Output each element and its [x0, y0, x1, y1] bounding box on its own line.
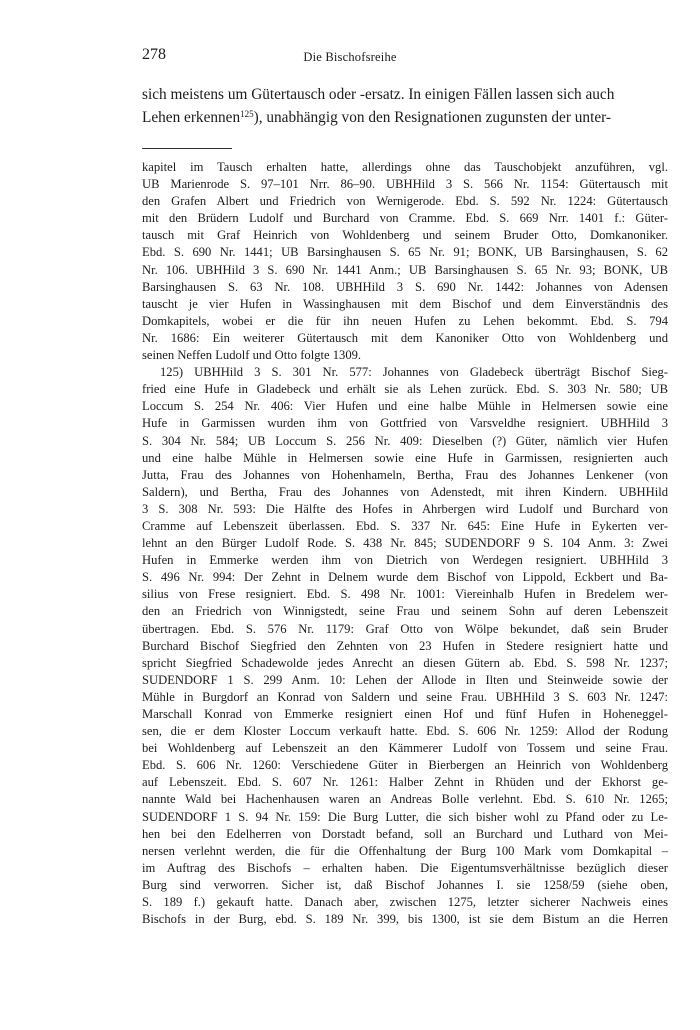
footnote-line: Loccum S. 254 Nr. 406: Vier Hufen und eine halbe Mühle in Helmersen sowie eine: [142, 399, 668, 414]
footnote-line: S. 304 Nr. 584; UB Loccum S. 256 Nr. 409: Dieselben (?) Güter, nämlich vier Hufen: [142, 433, 668, 448]
footnote-line: S. 189 f.) gekauft hatte. Danach aber, zwischen 1275, letzter sicherer Nachweis eines: [142, 895, 668, 910]
footnote-line: UB Marienrode S. 97–101 Nrr. 86–90. UBHHild 3 S. 566 Nr. 1154: Gütertausch mit: [142, 177, 668, 192]
footnote-line: tausch mit Graf Heinrich von Wohldenberg und seinem Bruder Otto, Domkanoniker.: [142, 228, 668, 243]
footnote-line: Ebd. S. 690 Nr. 1441; UB Barsinghausen S. 65 Nr. 91; BONK, UB Barsinghausen, S. 62: [142, 245, 668, 260]
footnote-line: spricht Siegfried Schadewolde jedes Anrecht an diesen Gütern ab. Ebd. S. 598 Nr. 1237;: [142, 655, 668, 670]
footnote-line: hen bei den Edelherren von Dorstadt befand, soll an Burchard und Luthard von Mei-: [142, 826, 668, 841]
footnote-line: Barsinghausen S. 63 Nr. 108. UBHHild 3 S. 690 Nr. 1442: Johannes von Adensen: [142, 279, 668, 294]
footnote-line: Hufe in Garmissen wurden ihm von Gottfried von Varsveldhe resigniert. UBHHild 3: [142, 416, 668, 431]
footnote-line: silius von Frese resigniert. Ebd. S. 498 Nr. 1001: Viereinhalb Hufen in Bredelem wer-: [142, 587, 668, 602]
footnote-line: Cramme auf Lebenszeit überlassen. Ebd. S. 337 Nr. 645: Eine Hufe in Eykerten ver-: [142, 518, 668, 533]
footnote-line: Nr. 1686: Ein weiterer Gütertausch mit dem Kanoniker Otto von Wohldenberg und: [142, 330, 668, 345]
main-text-line: [142, 106, 668, 129]
footnote-line: im Auftrag des Bischofs – erhalten haben. Die Eigentumsverhältnisse bezüglich dieser: [142, 860, 668, 875]
footnote-line: Saldern), und Bertha, Frau des Johannes von Adenstedt, mit ihren Kindern. UBHHild: [142, 484, 668, 499]
main-text-line: sich meistens um Gütertausch oder -ersatz. In einigen Fällen lassen sich auch: [142, 86, 615, 103]
footnote-line: den an Friedrich von Winnigstedt, seine Frau und seinem Sohn auf deren Lebenszeit: [142, 604, 668, 619]
footnote-line: den Grafen Albert und Friedrich von Wernigerode. Ebd. S. 592 Nr. 1224: Gütertausch: [142, 194, 668, 209]
footnote-line: Burg sind verworren. Sicher ist, daß Bischof Johannes I. sie 1258/59 (siehe oben,: [142, 877, 668, 892]
footnote-line: Burchard Bischof Siegfried den Zehnten von 23 Hufen in Stedere resigniert hatte und: [142, 638, 668, 653]
footnote-line: Marschall Konrad von Emmerke resigniert einen Hof und fünf Hufen in Hoheneggel-: [142, 707, 668, 721]
footnote-line: sen, die er dem Kloster Loccum verkauft hatte. Ebd. S. 606 Nr. 1259: Allod der Rodung: [142, 724, 668, 739]
footnote-line: übertragen. Ebd. S. 576 Nr. 1179: Graf Otto von Wölpe bekundet, daß sein Bruder: [142, 621, 668, 636]
main-text-fragment: Lehen erkennen: [142, 109, 241, 126]
footnote-line: Bischofs in der Burg, ebd. S. 189 Nr. 399, bis 1300, ist sie dem Bistum an die Herren: [142, 912, 668, 927]
footnote-line: und eine halbe Mühle in Helmersen sowie eine Hufe in Garmissen, resignierten auch: [142, 450, 668, 465]
footnote-line: nersen verlehnt werden, die für die Offenhaltung der Burg 100 Mark vom Domkapital –: [142, 843, 668, 858]
footnote-line: seinen Neffen Ludolf und Otto folgte 1309.: [142, 348, 362, 363]
main-text: [142, 83, 668, 129]
footnote-line: bei Wohldenberg auf Lebenszeit an den Kämmerer Ludolf von Tossem und seine Frau.: [142, 741, 668, 756]
footnote-line: 125) UBHHild 3 S. 301 Nr. 577: Johannes von Gladebeck überträgt Bischof Sieg-: [160, 365, 668, 380]
footnote-line: Ebd. S. 606 Nr. 1260: Verschiedene Güter in Bierbergen an Heinrich von Wohldenberg: [142, 758, 668, 773]
footnote-line: Hufen in Emmerke werden ihm von Dietrich von Werdegen resigniert. UBHHild 3: [142, 553, 668, 568]
footnote-separator: [142, 148, 232, 149]
footnote-line: fried eine Hufe in Gladebeck und erhält sie als Lehen zurück. Ebd. S. 303 Nr. 580; UB: [142, 382, 668, 397]
page-number: 278: [142, 46, 166, 63]
footnote-line: SUDENDORF 1 S. 299 Anm. 10: Lehen der Allode in Ilten und Steinweide sowie der: [142, 672, 668, 687]
footnote-line: SUDENDORF 1 S. 94 Nr. 159: Die Burg Lutter, die sich bisher wohl zu Pfand oder zu Le-: [142, 809, 668, 824]
footnotes: [142, 159, 668, 928]
footnote-reference: 125: [240, 109, 254, 119]
footnote-line: 3 S. 308 Nr. 593: Die Hälfte des Hofes in Ahrbergen wird Ludolf und Burchard von: [142, 501, 668, 516]
footnote-line: tauscht je vier Hufen in Wassinghausen mit dem Bischof und dem Einverständnis des: [142, 296, 668, 311]
main-text-fragment: ), unabhängig von den Resignationen zugunsten der unter-: [253, 109, 611, 126]
footnote-line: Mühle in Burgdorf an Konrad von Saldern und seine Frau. UBHHild 3 S. 603 Nr. 1247:: [142, 689, 668, 704]
footnote-line: Domkapitels, wobei er die für ihn neuen Hufen zu Lehen bekommt. Ebd. S. 794: [142, 313, 668, 328]
footnote-line: lehnt an den Bürger Ludolf Rode. S. 438 Nr. 845; SUDENDORF 9 S. 104 Anm. 3: Zwei: [142, 536, 668, 551]
footnote-line: auf Lebenszeit. Ebd. S. 607 Nr. 1261: Halber Zehnt in Rhüden und der Ekhorst ge-: [142, 775, 668, 790]
footnote-line: Nr. 106. UBHHild 3 S. 690 Nr. 1441 Anm.; UB Barsinghausen S. 65 Nr. 93; BONK, UB: [142, 262, 668, 277]
footnote-line: kapitel im Tausch erhalten hatte, allerdings ohne das Tauschobjekt anzuführen, vgl.: [142, 160, 668, 174]
footnote-line: mit den Brüdern Ludolf und Burchard von Cramme. Ebd. S. 669 Nrr. 1401 f.: Güter-: [142, 211, 668, 226]
footnote-line: nannte Wald bei Hachenhausen waren an Andreas Bolle verlehnt. Ebd. S. 610 Nr. 1265;: [142, 792, 668, 807]
footnote-line: S. 496 Nr. 994: Der Zehnt in Delnem wurde dem Bischof von Lippold, Eckbert und Ba-: [142, 570, 668, 585]
footnote-line: Jutta, Frau des Johannes von Hohenhameln, Bertha, Frau des Johannes Lenkener (von: [142, 467, 668, 482]
running-head: Die Bischofsreihe: [303, 50, 397, 64]
